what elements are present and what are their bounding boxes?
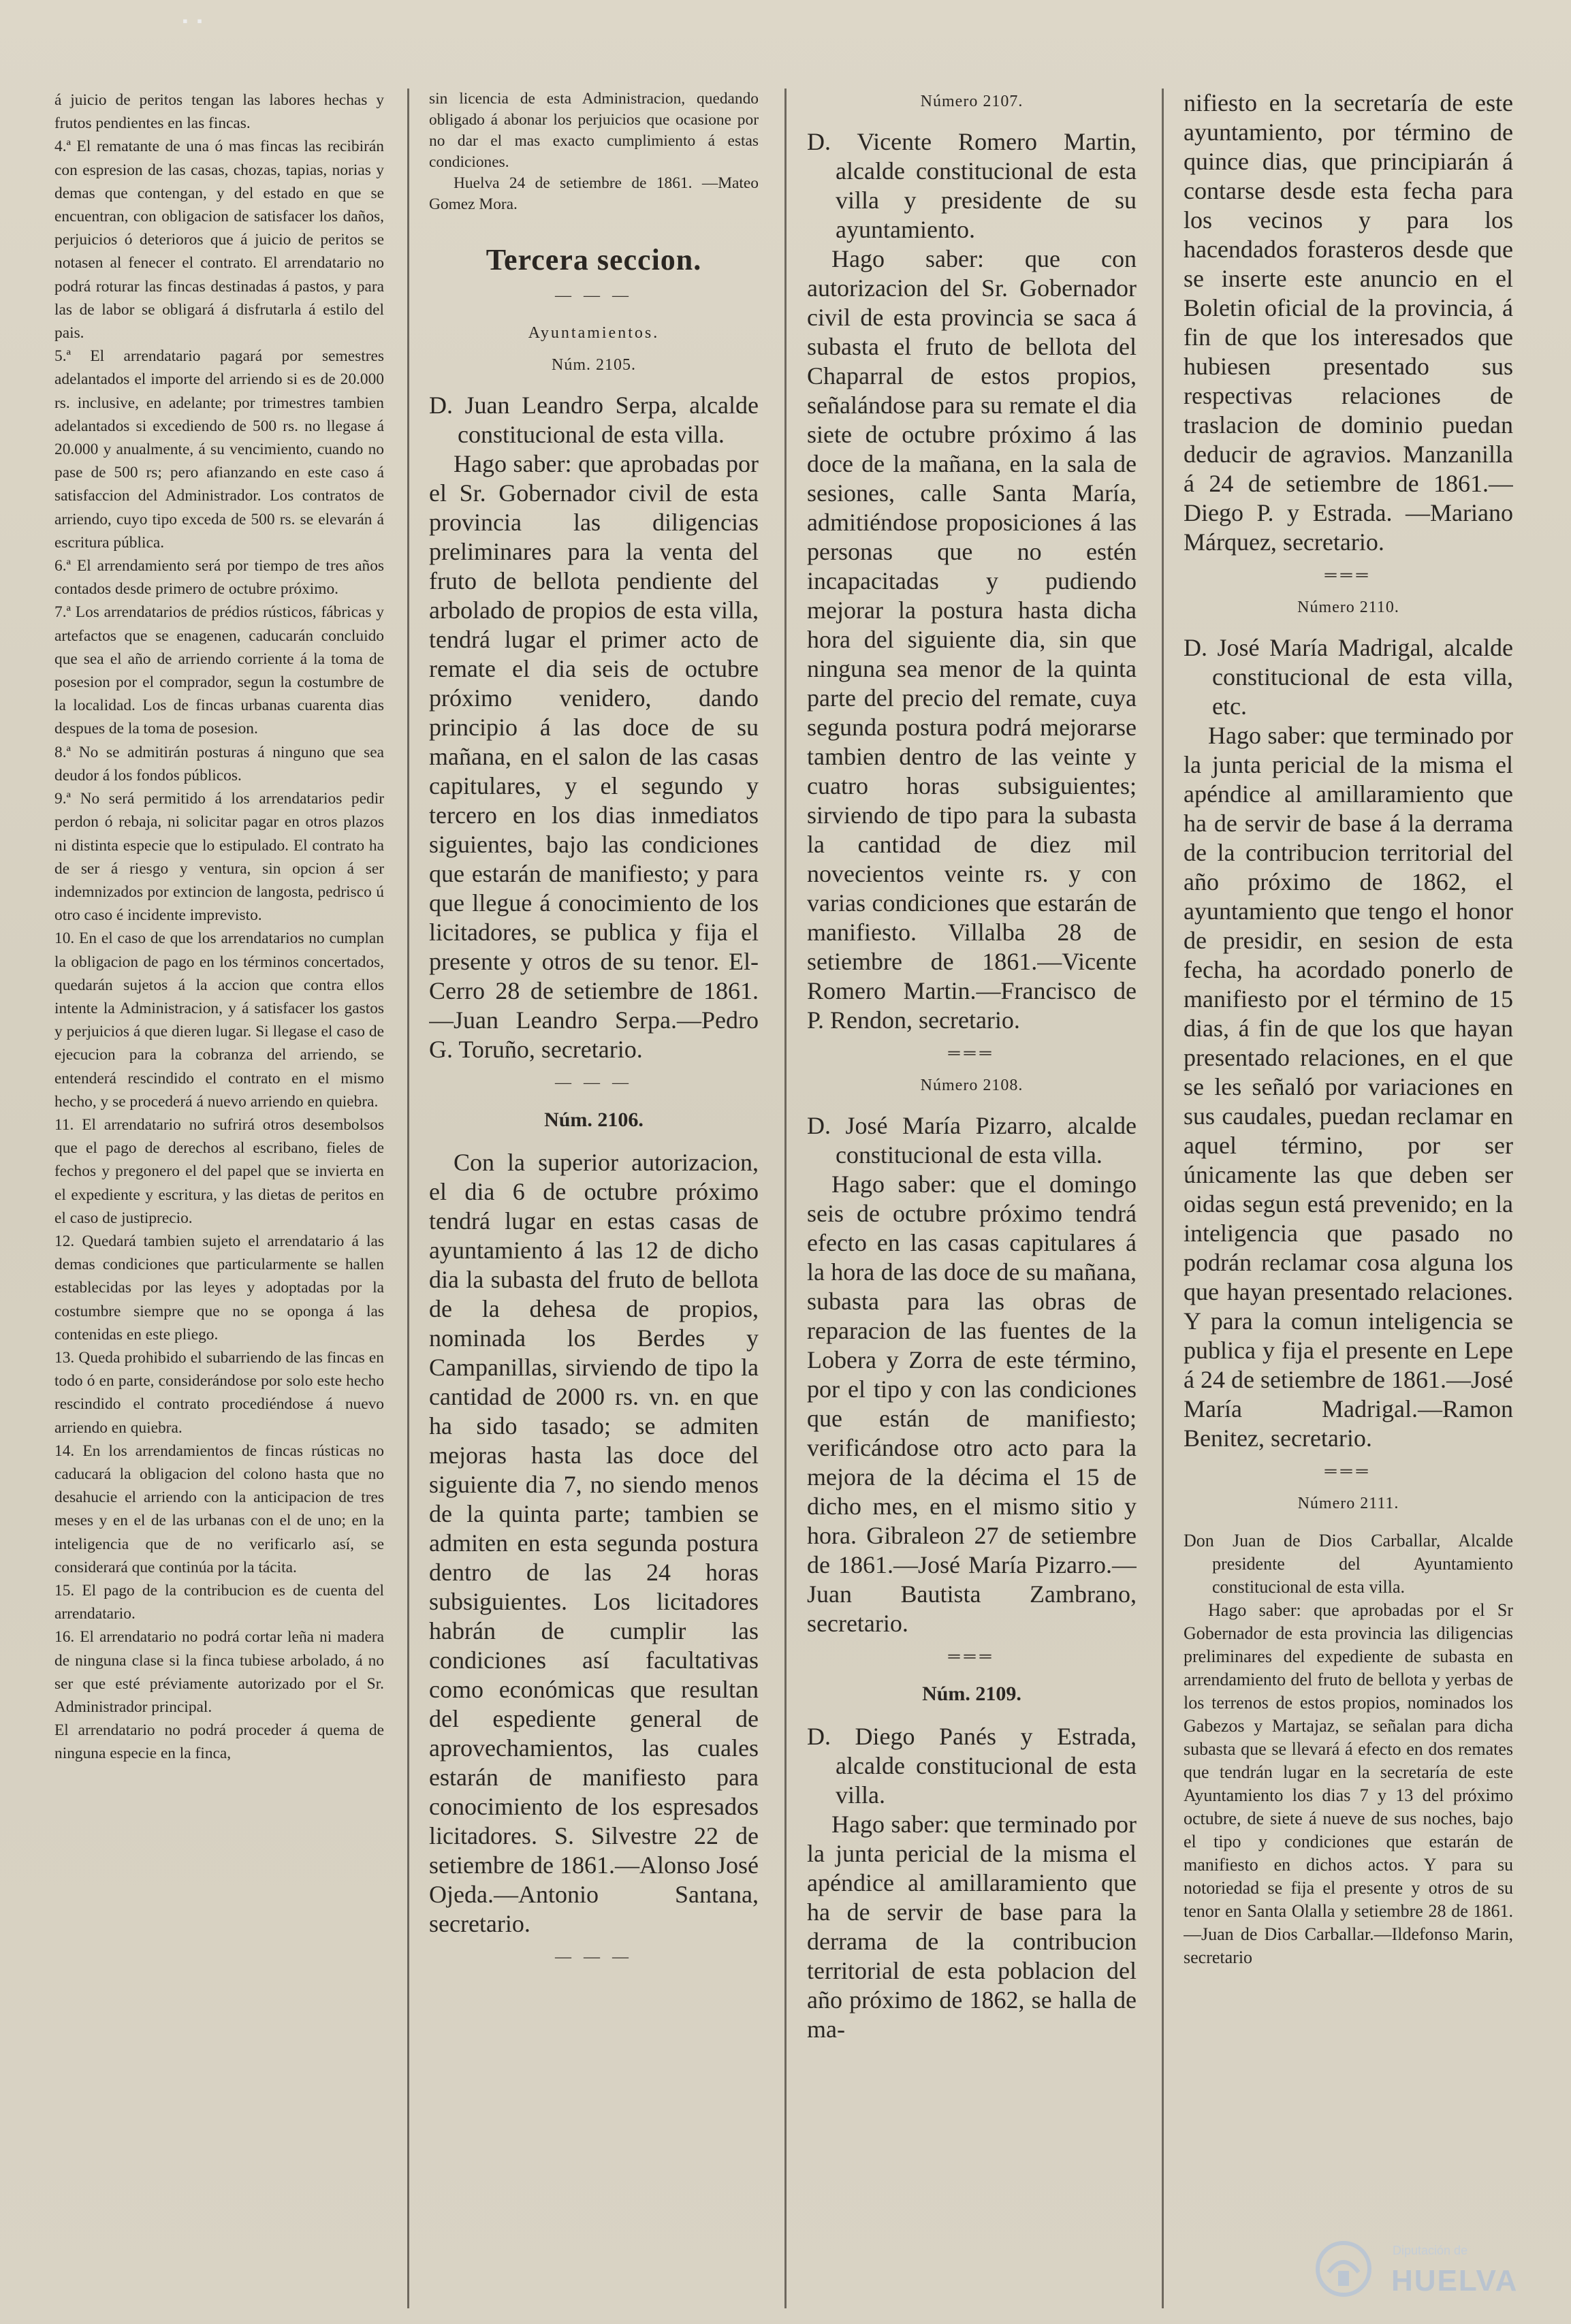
condition-paragraph: 10. En el caso de que los arrendatarios no cumplan la obligacion de pago en los términos concertados, quedarán sujetos á la accion que contra ellos intente la Administracion, y á satisfacer los gastos y perjuicios á que dieren lugar. Si llegase el caso de ejecucion para la cobranza del arriendo, se entenderá rescindido el contrato en el mismo hecho, y se procederá á nuevo arriendo en quiebra.	[54, 929, 384, 1111]
column-rule	[1162, 89, 1164, 2308]
column-2	[429, 89, 759, 1976]
separator: ═══	[1324, 567, 1372, 584]
notice-body: Hago saber: que con autorizacion del Sr. Gobernador civil de esta provincia se saca á subasta el fruto de bellota del Chaparral de estos propios, señalándose para su remate el dia siete de octubre próximo á las doce de la mañana, en la sala de sesiones, calle Santa María, admitiéndose proposiciones á las personas que no estén incapacitadas y pudiendo mejorar la postura hasta dicha hora del siguiente dia, sin que ninguna sea menor de la quinta parte del precio del remate, cuya segunda postura podrá mejorarse tambien dentro de las veinte y cuatro horas subsiguientes; sirviendo de tipo para la subasta la cantidad de diez mil novecientos veinte rs. y con varias condiciones que estarán de manifiesto. Villalba 28 de setiembre de 1861.—Vicente Romero Martin.—Francisco de P. Rendon, secretario.	[807, 245, 1137, 1034]
watermark-small-label: Diputación de	[1393, 2244, 1468, 2257]
notice-heading: D. José María Madrigal, alcalde constitucional de esta villa, etc.	[1184, 634, 1513, 720]
continuation-text: sin licencia de esta Administracion, quedando obligado á abonar los perjuicios que ocasione por no dar el mas exacto cumplimiento á estas condiciones.	[429, 90, 759, 171]
separator: ═══	[948, 1045, 996, 1062]
notice-body: nifiesto en la secretaría de este ayuntamiento, por término de quince dias, que principiarán á contarse desde esta fecha para los vecinos y para los hacendados forasteros desde que se inserte este anuncio en el Boletin oficial de la provincia, á fin de que los interesados que hubiesen presentado sus respectivas relaciones de traslacion de dominio puedan deducir de agravios. Manzanilla á 24 de setiembre de 1861.—Diego P. y Estrada. —Mariano Márquez, secretario.	[1184, 89, 1513, 556]
notice-number: Núm. 2106.	[544, 1109, 644, 1131]
separator: ═══	[1324, 1463, 1372, 1480]
notice-number: Núm. 2109.	[922, 1683, 1021, 1705]
condition-paragraph: 15. El pago de la contribucion es de cuenta del arrendatario.	[54, 1582, 384, 1623]
condition-paragraph: 9.ª No será permitido á los arrendatarios pedir perdon ó rebaja, ni solicitar pagar en otros plazos ni distinta especie que lo estipulado. El contrato ha de ser á riesgo y ventura, sin opcion á ser indemnizados por extincion de langosta, pedrisco ú otro caso é incidente imprevisto.	[54, 790, 384, 925]
section-title: Tercera seccion.	[486, 243, 702, 276]
seal-icon	[1310, 2231, 1378, 2299]
notice-number: Núm. 2105.	[552, 356, 636, 374]
separator: — — —	[555, 1074, 633, 1092]
notice-body: Hago saber: que el domingo seis de octubre próximo tendrá efecto en las casas capitulares á la hora de las doce de su mañana, subasta para las obras de reparacion de las fuentes de la Lobera y Zorra de este término, por el tipo y con las condiciones que están de manifiesto; verificándose otro acto para la mejora de la décima el 15 de dicho mes, en el mismo sitio y hora. Gibraleon 27 de setiembre de 1861.—José María Pizarro.—Juan Bautista Zambrano, secretario.	[807, 1171, 1137, 1637]
notice-heading: D. José María Pizarro, alcalde constitucional de esta villa.	[807, 1112, 1137, 1168]
condition-paragraph: 11. El arrendatario no sufrirá otros desembolsos que el pago de derechos al escribano, fieles de fechos y pregonero el del papel que se invierta en el expediente y escritura, y las dietas de peritos en el caso de justiprecio.	[54, 1115, 384, 1227]
condition-paragraph: 14. En los arrendamientos de fincas rústicas no caducará la obligacion del colono hasta que no desahucie el arriendo con la anticipacion de tres meses y en el de las urbanas con el de uno; en la inteligencia que de no verificarlo así, se considerará que continúa por la tácita.	[54, 1442, 384, 1576]
condition-paragraph: 13. Queda prohibido el subarriendo de las fincas en todo ó en parte, considerándose por solo este hecho rescindido el contrato procediéndose á nuevo arriendo en quiebra.	[54, 1348, 384, 1437]
column-rule	[784, 89, 787, 2308]
column-4	[1184, 89, 1513, 1969]
watermark-label: HUELVA	[1391, 2264, 1519, 2297]
condition-paragraph: á juicio de peritos tengan las labores hechas y frutos pendientes en las fincas.	[54, 91, 384, 133]
condition-paragraph: 6.ª El arrendamiento será por tiempo de tres años contados desde primero de octubre próximo.	[54, 557, 384, 599]
condition-paragraph: 5.ª El arrendatario pagará por semestres adelantados el importe del arriendo si es de 20.000 rs. inclusive, en adelante; por trimestres tambien adelantados si excediendo de 500 rs. no llegase á 20.000 y anualmente, á su vencimiento, cuando no pase de 500 rs; pero afianzando en este caso á satisfaccion del Administrador. Los contratos de arriendo, cuyo tipo exceda de 500 rs. se elevarán á escritura pública.	[54, 347, 384, 552]
notice-number: Número 2110.	[1297, 599, 1399, 616]
notice-heading: D. Juan Leandro Serpa, alcalde constitucional de esta villa.	[429, 392, 759, 448]
column-rule	[407, 89, 409, 2308]
notice-body: Hago saber: que aprobadas por el Sr. Gobernador civil de esta provincia las diligencias preliminares para la venta del fruto de bellota pendiente del arbolado de propios de esta villa, tendrá lugar el primer acto de remate el dia seis de octubre próximo venidero, dando principio á las doce de su mañana, en el salon de las casas capitulares, y el segundo y tercero en los dias inmediatos siguientes, bajo las condiciones que estarán de manifiesto; y para que llegue á conocimiento de los licitadores, se publica y fija el presente y otros de su tenor. El-Cerro 28 de setiembre de 1861. —Juan Leandro Serpa.—Pedro G. Toruño, secretario.	[429, 450, 759, 1063]
separator: — — —	[555, 1948, 633, 1966]
notice-heading: D. Vicente Romero Martin, alcalde constitucional de esta villa y presidente de su ayuntamiento.	[807, 128, 1137, 243]
column-3	[807, 89, 1137, 2044]
notice-heading: Don Juan de Dios Carballar, Alcalde presidente del Ayuntamiento constitucional de esta villa.	[1184, 1531, 1513, 1597]
notice-number: Número 2111.	[1297, 1495, 1399, 1512]
signature-line: Huelva 24 de setiembre de 1861. —Mateo Gomez Mora.	[429, 174, 759, 213]
column-1	[54, 89, 384, 1766]
notice-body: Con la superior autorizacion, el dia 6 de octubre próximo tendrá lugar en estas casas de ayuntamiento á las 12 de dicho dia la subasta del fruto de bellota de la dehesa de propios, nominada los Berdes y Campanillas, sirviendo de tipo la cantidad de 2000 rs. vn. en que ha sido tasado; se admiten mejoras hasta las doce del siguiente dia 7, no siendo menos de la quinta parte; tambien se admiten en esta segunda postura dentro de las 24 horas subsiguientes. Los licitadores habrán de cumplir las condiciones así facultativas como económicas que resultan del espediente general de aprovechamientos, las cuales estarán de manifiesto para conocimiento de los espresados licitadores. S. Silvestre 22 de setiembre de 1861.—Alonso José Ojeda.—Antonio Santana, secretario.	[429, 1149, 759, 1937]
condition-paragraph: 7.ª Los arrendatarios de prédios rústicos, fábricas y artefactos que se enagenen, caducarán concluido que sea el año de arriendo corriente á la toma de posesion por el comprador, segun la costumbre de la localidad. Los de fincas urbanas cuarenta dias despues de la toma de posesion.	[54, 603, 384, 738]
notice-body: Hago saber: que terminado por la junta pericial de la misma el apéndice al amillaramiento que ha de servir de base para la derrama de la contribucion territorial de esta poblacion del año próximo de 1862, se halla de ma-	[807, 1811, 1137, 2043]
notice-body: Hago saber: que terminado por la junta pericial de la misma el apéndice al amillaramiento que ha de servir de base á la derrama de la contribucion territorial del año próximo de 1862, el ayuntamiento que tengo el honor de presidir, en sesion de esta fecha, ha acordado ponerlo de manifiesto por el término de 15 dias, á fin de que los que hayan presentado relaciones, en el que se les señaló por variaciones en sus caudales, puedan reclamar en aquel término, por ser únicamente las que deben ser oidas segun está prevenido; en la inteligencia que pasado no podrán reclamar cosa alguna los que hayan presentado relaciones. Y para la comun inteligencia se publica y fija el presente en Lepe á 24 de setiembre de 1861.—José María Madrigal.—Ramon Benitez, secretario.	[1184, 722, 1513, 1452]
subsection-title: Ayuntamientos.	[528, 324, 660, 342]
condition-paragraph: 16. El arrendatario no podrá cortar leña ni madera de ninguna clase si la finca tubiese arbolado, á no ser que esté préviamente autorizado por el Sr. Administrador principal.	[54, 1628, 384, 1717]
condition-paragraph: 4.ª El rematante de una ó mas fincas las recibirán con espresion de las casas, chozas, tapias, norias y demas que contengan, y del estado en que se encuentran, con obligacion de satisfacer los daños, perjuicios ó deterioros que á juicio de peritos se notasen al fenecer el contrato. El arrendatario no podrá roturar las fincas destinadas á pastos, y para las de labor se obligará á disfrutarla á estilo del pais.	[54, 138, 384, 343]
notice-number: Número 2107.	[920, 93, 1023, 110]
condition-paragraph: 8.ª No se admitirán posturas á ninguno que sea deudor á los fondos públicos.	[54, 743, 384, 784]
watermark-logo	[1310, 2231, 1534, 2306]
condition-paragraph: El arrendatario no podrá proceder á quema de ninguna especie en la finca,	[54, 1721, 384, 1763]
notice-heading: D. Diego Panés y Estrada, alcalde constitucional de esta villa.	[807, 1723, 1137, 1809]
condition-paragraph: 12. Quedará tambien sujeto el arrendatario á las demas condiciones que particularmente se hallen establecidas por las leyes y adoptadas por la costumbre siempre que no se oponga á las contenidas en este pliego.	[54, 1232, 384, 1343]
separator: — — —	[555, 287, 633, 304]
separator: ═══	[948, 1648, 996, 1666]
notice-body: Hago saber: que aprobadas por el Sr Gobernador de esta provincia las diligencias preliminares del expediente de subasta en arrendamiento del fruto de bellota y yerbas de los terrenos de estos propios, nominados los Gabezos y Martajaz, se señalan para dicha subasta que se llevará á efecto en dos remates que tendrán lugar en la secretaría de este Ayuntamiento los dias 7 y 13 del próximo octubre, de siete á nueve de sus noches, bajo el tipo y condiciones que estarán de manifiesto en dichos actos. Y para su notoriedad se fija el presente y otros de su tenor en Santa Olalla y setiembre 28 de 1861.—Juan de Dios Carballar.—Ildefonso Marin, secretario	[1184, 1600, 1513, 1967]
corner-mark: ▪ ▪	[183, 12, 206, 29]
notice-number: Número 2108.	[920, 1077, 1023, 1094]
